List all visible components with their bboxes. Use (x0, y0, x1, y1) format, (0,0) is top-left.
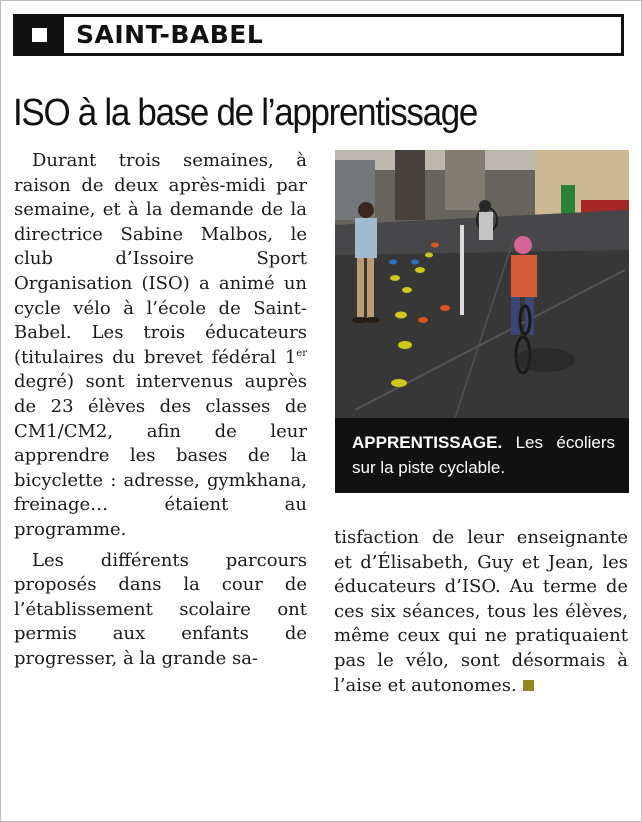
article-photo (335, 150, 629, 418)
article-paragraph-1 (14, 149, 307, 543)
photo-caption (335, 418, 629, 493)
headline: ISO à la base de l’apprentissage (13, 92, 478, 134)
article-column-left (14, 149, 307, 671)
caption-label: APPRENTISSAGE. (352, 433, 503, 452)
article-paragraph-2: Les différents parcours proposés dans la cour de l’établissement scolaire ont permis aux enfants de progresser, à la grande sa- (14, 549, 307, 669)
article-paragraph-2-continued (334, 526, 628, 698)
article-column-right (334, 526, 628, 698)
section-title: SAINT-BABEL (76, 20, 264, 49)
section-header (13, 14, 624, 56)
paragraph-2-continued-text: tisfaction de leur enseignante et d’Élisabeth, Guy et Jean, les éducateurs d’ISO. Au terme de ces six séances, tous les élèves, même ceux qui ne pratiquaient pas le vélo, sont désormais à l’aise et autonomes. (334, 527, 628, 696)
end-of-article-square-icon (523, 680, 534, 691)
paragraph-1-text: Durant trois semaines, à raison de deux après-midi par semaine, et à la demande de la directrice Sabine Malbos, le club d’Issoire Sport Organisation (ISO) a animé un cycle vélo à l’école de Saint-Babel. Les trois éducateurs (titulaires du brevet fédéral 1 (14, 150, 307, 368)
schoolyard-cycling-photo (335, 150, 629, 418)
paragraph-1-text-end: degré) sont intervenus auprès de 23 élèves des classes de CM1/CM2, afin de leur apprendre les bases de la bicyclette : adresse, gymkhana, freinage… étaient au programme. (14, 371, 307, 540)
section-square-icon (16, 17, 64, 53)
caption-text: Les écoliers sur la piste cyclable. (352, 433, 615, 477)
ordinal-superscript: er (296, 347, 307, 359)
